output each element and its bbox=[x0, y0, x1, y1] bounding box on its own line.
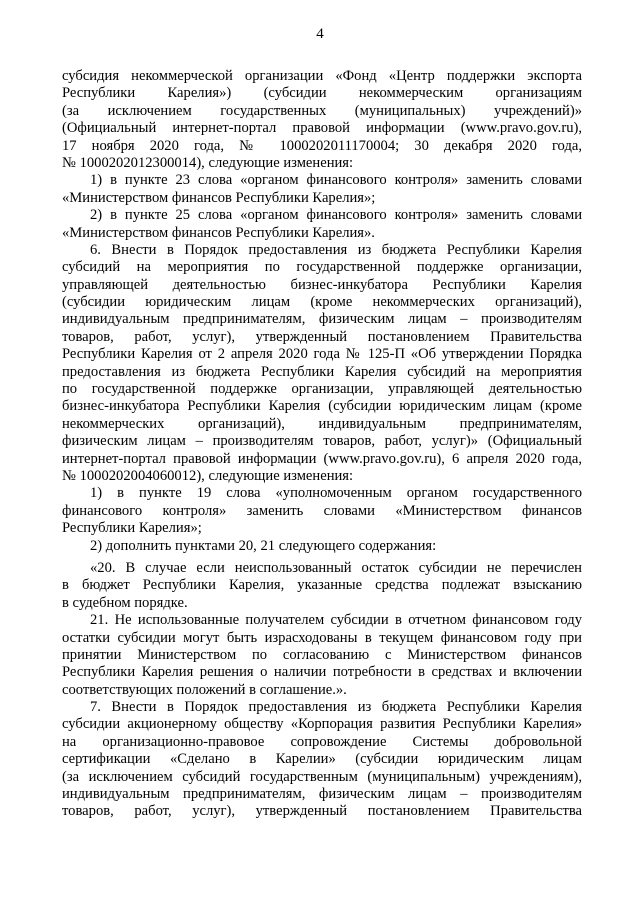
text-line: индивидуальным предпринимателям, физическим лицам – производителям bbox=[62, 311, 582, 328]
page-number: 4 bbox=[316, 26, 324, 42]
text-line: принятии Министерством по согласованию с Министерством финансов bbox=[62, 646, 582, 663]
text-line: интернет-портал правовой информации (www.pravo.gov.ru), 6 апреля 2020 года, bbox=[62, 450, 582, 467]
text-line: соответствующих положений в соглашение.». bbox=[62, 681, 347, 698]
text-line: субсидии акционерному обществу «Корпорация развития Республики Карелия» bbox=[62, 716, 582, 733]
text-line: 17 ноября 2020 года, № 1000202011170004; 30 декабря 2020 года, bbox=[62, 137, 582, 154]
text-line: Республики Карелия от 2 апреля 2020 года № 125-П «Об утверждении Порядка bbox=[62, 346, 582, 363]
text-line: «Министерством финансов Республики Карелия». bbox=[62, 224, 375, 241]
text-line: Республики Карелия решения о наличии потребности в средствах и включении bbox=[62, 664, 582, 681]
text-line: 2) в пункте 25 слова «органом финансового контроля» заменить словами bbox=[90, 207, 582, 224]
text-line: (за исключением государственных (муниципальных) учреждений)» bbox=[62, 102, 582, 119]
text-line: в судебном порядке. bbox=[62, 594, 188, 611]
text-line: бизнес-инкубатора Республики Карелия (субсидии юридическим лицам (кроме bbox=[62, 398, 582, 415]
text-line: № 1000202012300014), следующие изменения: bbox=[62, 154, 354, 171]
text-line: 2) дополнить пунктами 20, 21 следующего содержания: bbox=[90, 537, 437, 554]
text-line: 7. Внести в Порядок предоставления из бюджета Республики Карелия bbox=[90, 699, 582, 716]
text-line: 21. Не использованные получателем субсидии в отчетном финансовом году bbox=[90, 612, 582, 629]
document-body bbox=[62, 68, 582, 821]
text-line: (за исключением субсидий государственным (муниципальным) учреждениям), bbox=[62, 768, 582, 785]
text-line: Республики Карелия»; bbox=[62, 520, 202, 537]
text-line: «20. В случае если неиспользованный остаток субсидии не перечислен bbox=[90, 559, 582, 576]
text-line: 1) в пункте 19 слова «уполномоченным органом государственного bbox=[90, 485, 582, 502]
text-line: индивидуальным предпринимателям, физическим лицам – производителям bbox=[62, 786, 582, 803]
text-line: товаров, работ, услуг), утвержденный постановлением Правительства bbox=[62, 328, 582, 345]
text-line: в бюджет Республики Карелия, указанные средства подлежат взысканию bbox=[62, 577, 582, 594]
text-line: 1) в пункте 23 слова «органом финансового контроля» заменить словами bbox=[90, 172, 582, 189]
text-line: сертификации «Сделано в Карелии» (субсидии юридическим лицам bbox=[62, 751, 582, 768]
text-line: физическим лицам – производителям товаров, работ, услуг)» (Официальный bbox=[62, 433, 582, 450]
text-line: 6. Внести в Порядок предоставления из бюджета Республики Карелия bbox=[90, 241, 582, 258]
text-line: № 1000202004060012), следующие изменения: bbox=[62, 467, 354, 484]
text-line: (Официальный интернет-портал правовой информации (www.pravo.gov.ru), bbox=[62, 120, 582, 137]
text-line: по государственной поддержке организации, управляющей деятельностью bbox=[62, 381, 582, 398]
text-line: на организационно-правовое сопровождение Системы добровольной bbox=[62, 733, 582, 750]
text-line: некоммерческих организаций), индивидуальным предпринимателям, bbox=[62, 415, 582, 432]
text-line: «Министерством финансов Республики Карелия»; bbox=[62, 189, 376, 206]
text-line: Республики Карелия») (субсидии некоммерческим организациям bbox=[62, 85, 582, 102]
text-line: финансового контроля» заменить словами «Министерством финансов bbox=[62, 502, 582, 519]
text-line: остатки субсидии могут быть израсходованы в текущем финансовом году при bbox=[62, 629, 582, 646]
text-line: субсидия некоммерческой организации «Фонд «Центр поддержки экспорта bbox=[62, 68, 582, 84]
text-line: (субсидии юридическим лицам (кроме некоммерческих организаций), bbox=[62, 294, 582, 311]
text-line: предоставления из бюджета Республики Карелия субсидий на мероприятия bbox=[62, 363, 582, 380]
text-line: субсидий на мероприятия по государственной поддержке организации, bbox=[62, 259, 582, 276]
text-line: товаров, работ, услуг), утвержденный постановлением Правительства bbox=[62, 803, 582, 820]
text-line: управляющей деятельностью бизнес-инкубатора Республики Карелия bbox=[62, 276, 582, 293]
